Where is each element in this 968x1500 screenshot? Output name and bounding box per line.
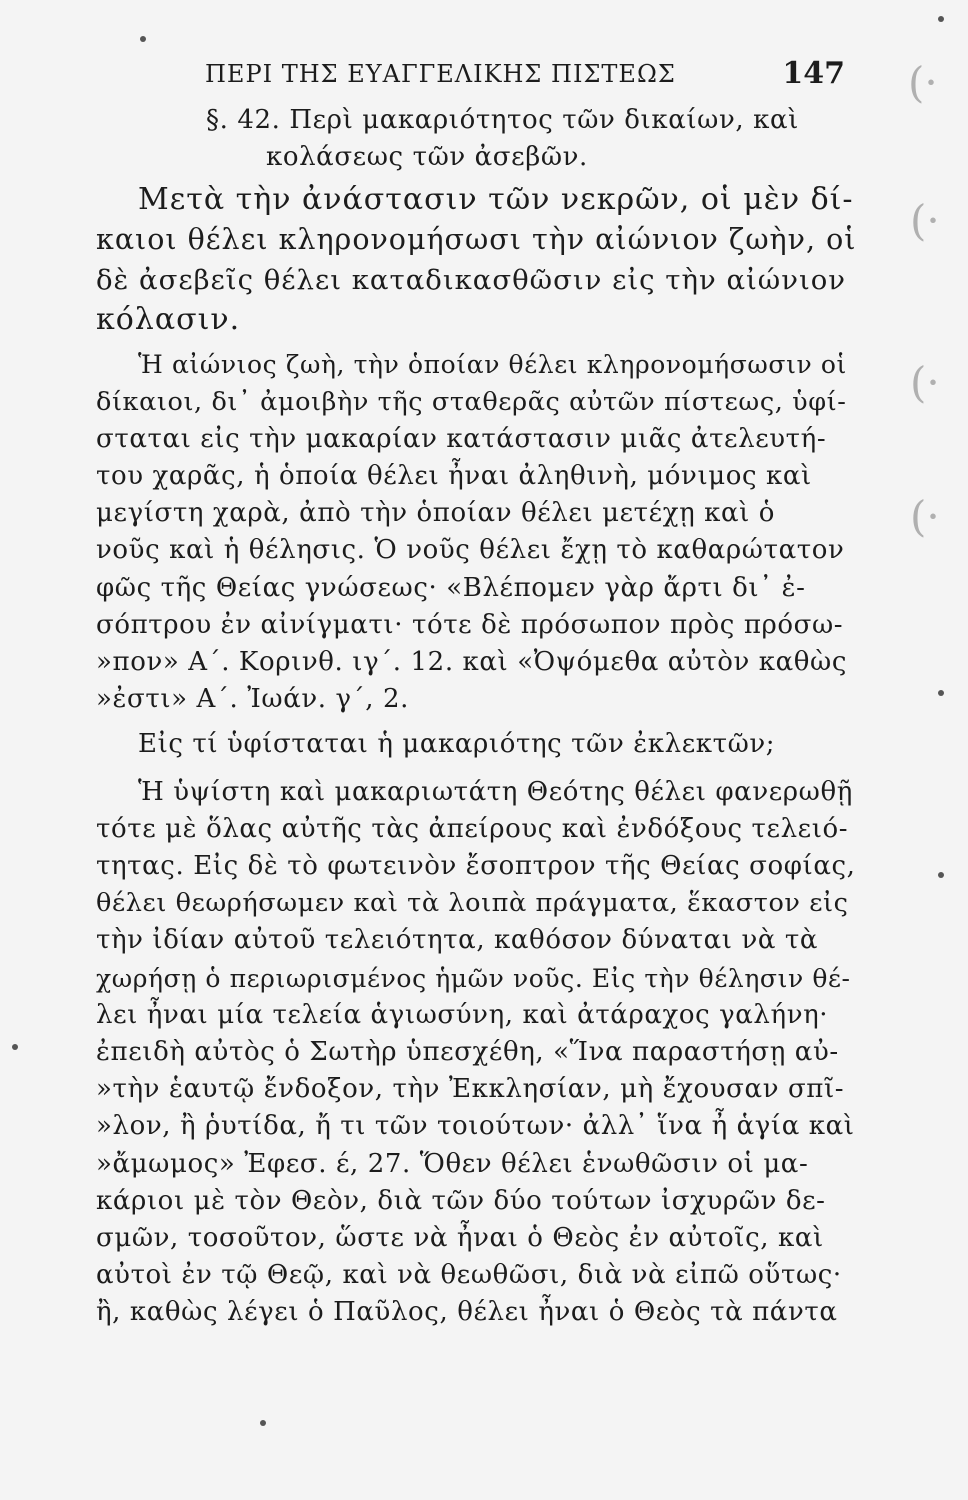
question: Εἰς τί ὑφίσταται ἡ μακαριότης τῶν ἐκλεκτῶν; bbox=[138, 729, 776, 760]
page-number: 147 bbox=[782, 56, 845, 91]
margin-bleed-mark: (· bbox=[908, 58, 938, 107]
margin-bleed-mark: (· bbox=[910, 358, 940, 407]
paragraph-line: δίκαιοι, δι᾽ ἀμοιβὴν τῆς σταθερᾶς αὐτῶν πίστεως, ὑφί- bbox=[96, 386, 847, 417]
speck bbox=[938, 872, 944, 878]
speck bbox=[938, 690, 944, 696]
paragraph-line: σταται εἰς τὴν μακαρίαν κατάστασιν μιᾶς ἀτελευτή- bbox=[96, 423, 827, 454]
answer-line: λει ἦναι μία τελεία ἁγιωσύνη, καὶ ἀτάραχος γαλήνη· bbox=[96, 999, 829, 1030]
paragraph-line: κόλασιν. bbox=[96, 302, 241, 338]
margin-bleed-mark: (· bbox=[910, 492, 940, 541]
paragraph-line: καιοι θέλει κληρονομήσωσι τὴν αἰώνιον ζωὴν, οἱ bbox=[96, 223, 857, 257]
answer-line: κάριοι μὲ τὸν Θεὸν, διὰ τῶν δύο τούτων ἰσχυρῶν δε- bbox=[96, 1185, 826, 1216]
paragraph-line: Ἡ αἰώνιος ζωὴ, τὴν ὁποίαν θέλει κληρονομήσωσιν οἱ bbox=[138, 350, 847, 380]
section-heading: §. 42. Περὶ μακαριότητος τῶν δικαίων, καὶ bbox=[206, 105, 799, 135]
answer-line: τητας. Εἰς δὲ τὸ φωτεινὸν ἔσοπτρον τῆς Θείας σοφίας, bbox=[96, 851, 856, 882]
running-title: ΠΕΡΙ ΤΗΣ ΕΥΑΓΓΕΛΙΚΗΣ ΠΙΣΤΕΩΣ bbox=[205, 60, 676, 88]
answer-line: τότε μὲ ὅλας αὐτῆς τὰς ἀπείρους καὶ ἐνδόξους τελειό- bbox=[96, 813, 849, 844]
body-text bbox=[96, 102, 856, 1332]
speck bbox=[140, 36, 146, 42]
running-header bbox=[205, 56, 845, 100]
paragraph-line: σόπτρου ἐν αἰνίγματι· τότε δὲ πρόσωπον πρὸς πρόσω- bbox=[96, 609, 844, 640]
section-heading-continued: κολάσεως τῶν ἀσεβῶν. bbox=[266, 142, 588, 173]
speck bbox=[260, 1420, 266, 1426]
paragraph-line: φῶς τῆς Θείας γνώσεως· «Βλέπομεν γὰρ ἄρτι δι᾽ ἐ- bbox=[96, 572, 806, 603]
speck bbox=[12, 1044, 18, 1050]
paragraph-line: του χαρᾶς, ἡ ὁποία θέλει ἦναι ἀληθινὴ, μόνιμος καὶ bbox=[96, 461, 812, 492]
paragraph-line: Μετὰ τὴν ἀνάστασιν τῶν νεκρῶν, οἱ μὲν δί- bbox=[138, 182, 854, 218]
answer-line: ἐπειδὴ αὐτὸς ὁ Σωτὴρ ὑπεσχέθη, «Ἵνα παραστήσῃ αὐ- bbox=[96, 1037, 839, 1068]
paragraph-line: »ἐστι» Α΄. Ἰωάν. γ΄, 2. bbox=[96, 684, 409, 715]
answer-line: σμῶν, τοσοῦτον, ὥστε νὰ ἦναι ὁ Θεὸς ἐν αὐτοῖς, καὶ bbox=[96, 1223, 824, 1254]
paragraph-line: δὲ ἀσεβεῖς θέλει καταδικασθῶσιν εἰς τὴν αἰώνιον bbox=[96, 264, 846, 297]
answer-line: αὐτοὶ ἐν τῷ Θεῷ, καὶ νὰ θεωθῶσι, διὰ νὰ εἰπῶ οὕτως· bbox=[96, 1260, 842, 1291]
answer-line: ἢ, καθὼς λέγει ὁ Παῦλος, θέλει ἦναι ὁ Θεὸς τὰ πάντα bbox=[96, 1297, 838, 1328]
paragraph-line: νοῦς καὶ ἡ θέλησις. Ὁ νοῦς θέλει ἔχῃ τὸ καθαρώτατον bbox=[96, 535, 845, 566]
answer-line: »τὴν ἑαυτῷ ἔνδοξον, τὴν Ἐκκλησίαν, μὴ ἔχουσαν σπῖ- bbox=[96, 1074, 845, 1105]
answer-paragraph bbox=[96, 774, 856, 1332]
answer-line: »ἄμωμος» Ἐφεσ. έ, 27. Ὅθεν θέλει ἑνωθῶσιν οἱ μα- bbox=[96, 1148, 809, 1179]
answer-line: χωρήσῃ ὁ περιωρισμένος ἡμῶν νοῦς. Εἰς τὴν θέλησιν θέ- bbox=[96, 963, 851, 993]
paragraph-1 bbox=[96, 180, 856, 340]
answer-line: Ἡ ὑψίστη καὶ μακαριωτάτη Θεότης θέλει φανερωθῇ bbox=[138, 776, 853, 807]
answer-line: »λον, ἢ ῥυτίδα, ἤ τι τῶν τοιούτων· ἀλλ᾽ ἵνα ἦ ἁγία καὶ bbox=[96, 1111, 855, 1142]
paragraph-2 bbox=[96, 346, 856, 718]
paragraph-line: μεγίστη χαρὰ, ἀπὸ τὴν ὁποίαν θέλει μετέχῃ καὶ ὁ bbox=[96, 498, 776, 529]
margin-bleed-mark: (· bbox=[910, 196, 940, 245]
answer-line: θέλει θεωρήσωμεν καὶ τὰ λοιπὰ πράγματα, ἕκαστον εἰς bbox=[96, 888, 849, 919]
speck bbox=[938, 16, 944, 22]
paragraph-line: »πον» Α΄. Κορινθ. ιγ΄. 12. καὶ «Ὀψόμεθα αὐτὸν καθὼς bbox=[96, 647, 848, 678]
answer-line: τὴν ἰδίαν αὐτοῦ τελειότητα, καθόσον δύναται νὰ τὰ bbox=[96, 925, 819, 956]
